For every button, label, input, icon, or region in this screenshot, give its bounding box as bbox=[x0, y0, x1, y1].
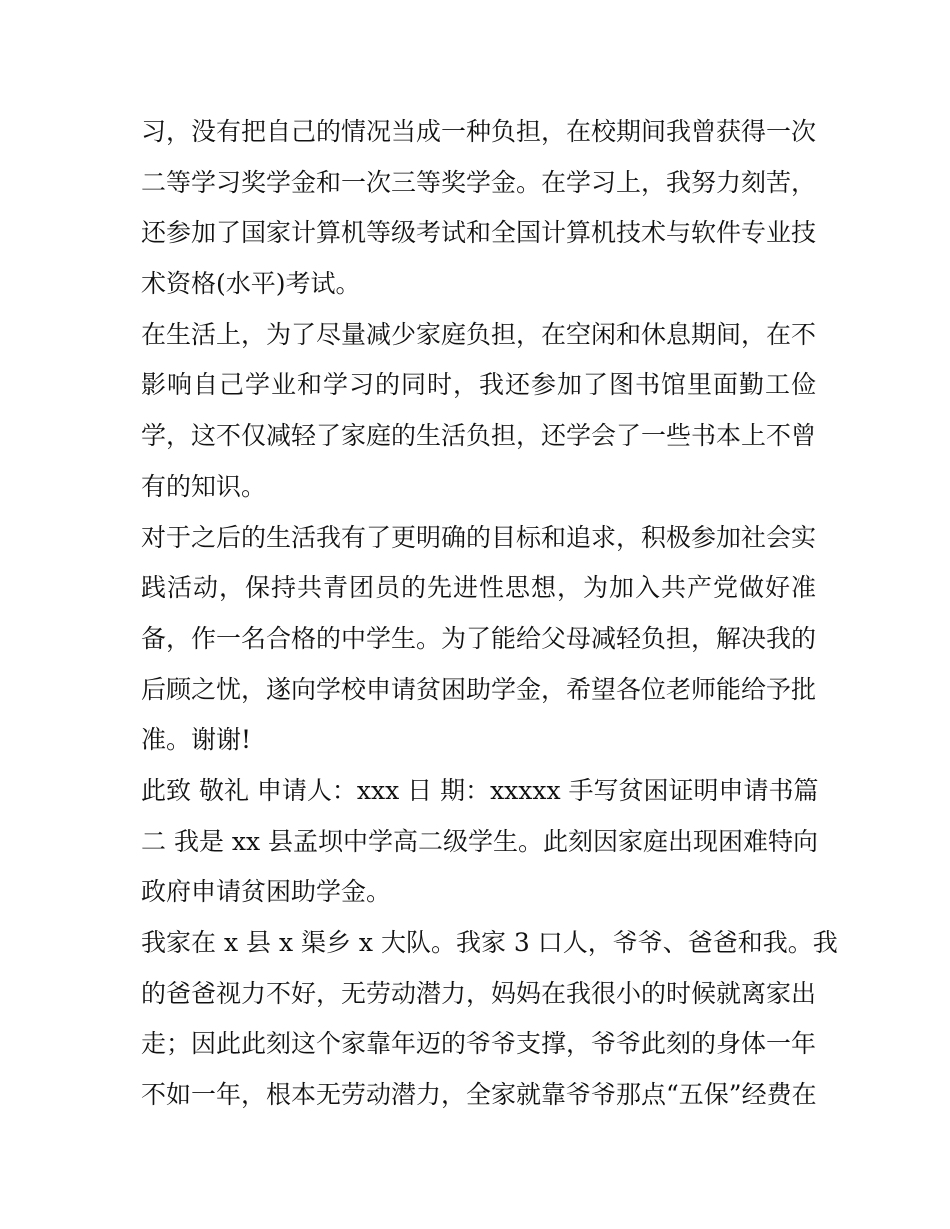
text-line: 对于之后的生活我有了更明确的目标和追求，积极参加社会实 bbox=[141, 522, 817, 552]
text-line: 二等学习奖学金和一次三等奖学金。在学习上，我努力刻苦， bbox=[141, 167, 817, 197]
text-line: 我家在 x 县 x 渠乡 x 大队。我家 3 口人，爷爷、爸爸和我。我 bbox=[141, 928, 838, 957]
text-line: 备，作一名合格的中学生。为了能给父母减轻负担，解决我的 bbox=[141, 623, 817, 653]
text-line: 学，这不仅减轻了家庭的生活负担，还学会了一些书本上不曾 bbox=[141, 421, 817, 451]
text-line: 影响自己学业和学习的同时，我还参加了图书馆里面勤工俭 bbox=[141, 370, 816, 400]
text-line: 践活动，保持共青团员的先进性思想，为加入共产党做好准 bbox=[141, 573, 816, 603]
text-line: 后顾之忧，遂向学校申请贫困助学金，希望各位老师能给予批 bbox=[141, 674, 817, 704]
text-line: 在生活上，为了尽量减少家庭负担，在空闲和休息期间，在不 bbox=[141, 319, 817, 349]
text-line: 准。谢谢! bbox=[141, 725, 252, 755]
document-body bbox=[141, 107, 838, 1121]
text-line: 习，没有把自己的情况当成一种负担，在校期间我曾获得一次 bbox=[141, 117, 817, 146]
text-line: 政府申请贫困助学金。 bbox=[141, 877, 392, 907]
text-line: 此致 敬礼 申请人：xxx 日 期：xxxxx 手写贫困证明申请书篇 bbox=[141, 775, 819, 805]
text-line: 的爸爸视力不好，无劳动潜力，妈妈在我很小的时候就离家出 bbox=[141, 978, 817, 1008]
text-line: 还参加了国家计算机等级考试和全国计算机技术与软件专业技 bbox=[141, 218, 817, 248]
text-line: 有的知识。 bbox=[141, 471, 267, 501]
text-line: 二 我是 xx 县孟坝中学高二级学生。此刻因家庭出现困难特向 bbox=[141, 826, 819, 856]
text-line: 不如一年，根本无劳动潜力，全家就靠爷爷那点“五保”经费在 bbox=[141, 1080, 817, 1110]
text-line: 术资格(水平)考试。 bbox=[141, 269, 361, 299]
text-line: 走；因此此刻这个家靠年迈的爷爷支撑，爷爷此刻的身体一年 bbox=[141, 1029, 817, 1059]
